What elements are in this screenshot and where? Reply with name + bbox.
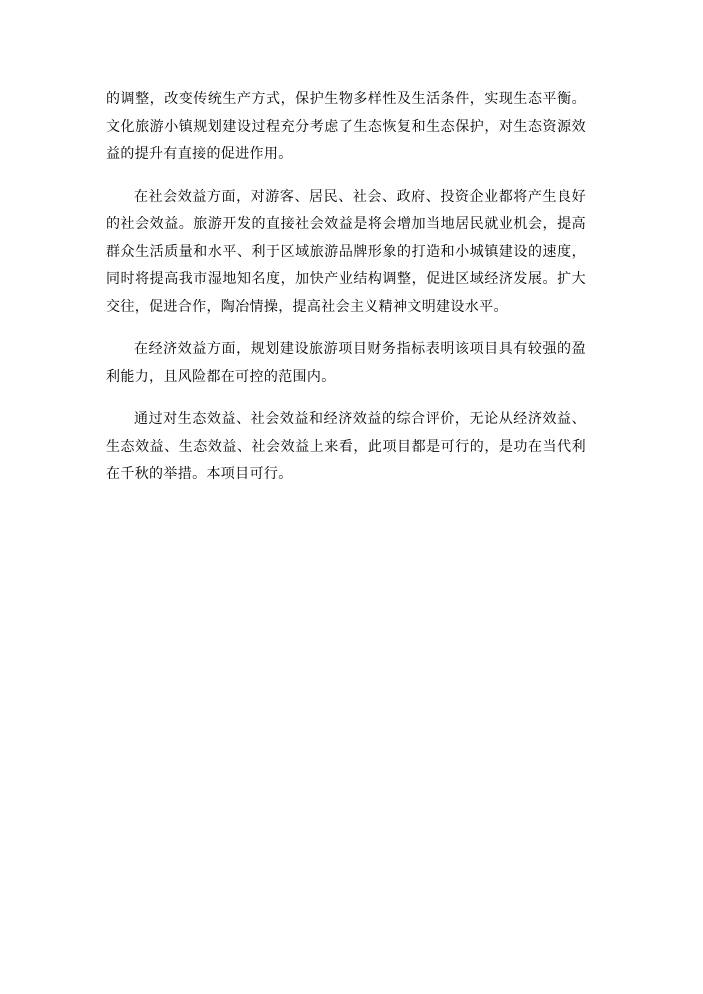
paragraph-social-benefit: 在社会效益方面，对游客、居民、社会、政府、投资企业都将产生良好的社会效益。旅游开发的直接社会效益是将会增加当地居民就业机会，提高群众生活质量和水平、利于区域旅游品牌形象的打造和小城镇建设的速度，同时将提高我市湿地知名度，加快产业结构调整，促进区域经济发展。扩大交往，促进合作，陶冶情操，提高社会主义精神文明建设水平。 xyxy=(106,188,586,315)
paragraph-economic-benefit: 在经济效益方面，规划建设旅游项目财务指标表明该项目具有较强的盈利能力，且风险都在可控的范围内。 xyxy=(106,341,586,385)
paragraph-conclusion: 通过对生态效益、社会效益和经济效益的综合评价，无论从经济效益、生态效益、生态效益、社会效益上来看，此项目都是可行的，是功在当代利在千秋的举措。本项目可行。 xyxy=(106,411,586,482)
document-body xyxy=(106,86,586,504)
paragraph-continuation: 的调整，改变传统生产方式，保护生物多样性及生活条件，实现生态平衡。文化旅游小镇规划建设过程充分考虑了生态恢复和生态保护，对生态资源效益的提升有直接的促进作用。 xyxy=(106,91,586,162)
